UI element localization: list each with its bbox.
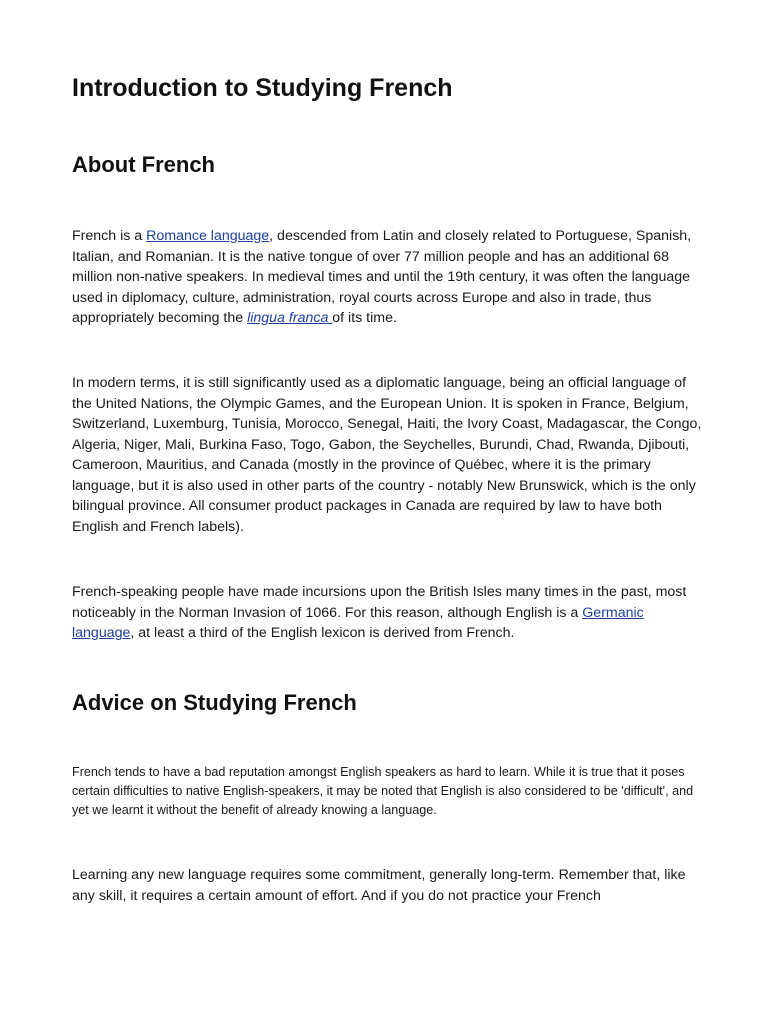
page-title: Introduction to Studying French [72,74,453,102]
paragraph-text: , descended from Latin and closely related to Portuguese, Spanish, Italian, and Romanian. It is the native tongue of over 77 million people and has an additional 68 million non-native speakers. In medieval times and until the 19th century, it was often the language used in diplomacy, culture, administration, royal courts across Europe and also in trade, thus appropriately becoming the [72,228,692,326]
lingua-franca-link[interactable] [247,310,332,326]
section-heading-advice: Advice on Studying French [72,690,357,715]
paragraph-modern-usage: In modern terms, it is still significantly used as a diplomatic language, being an official language of the United Nations, the Olympic Games, and the European Union. It is spoken in France, Belgium, Switzerland, Luxemburg, Tunisia, Morocco, Senegal, Haiti, the Ivory Coast, Madagascar, the Congo, Algeria, Niger, Mali, Burkina Faso, Togo, Gabon, the Seychelles, Burundi, Chad, Rwanda, Djibouti, Cameroon, Mauritius, and Canada (mostly in the province of Québec, where it is the primary language, but it is also used in other parts of the country - notably New Brunswick, which is the only bilingual province. All consumer product packages in Canada are required by law to have both English and French labels). [72,375,702,535]
germanic-language-link[interactable]: Germanic language [72,604,644,641]
romance-language-link[interactable]: Romance language [146,228,270,244]
paragraph-british-isles [72,582,702,644]
lingua-franca-link-text: lingua franca [247,310,333,326]
paragraph-text: French is a [72,228,147,244]
paragraph-text: , at least a third of the English lexicon is derived from French. [130,625,515,641]
paragraph-reputation: French tends to have a bad reputation amongst English speakers as hard to learn. While it is true that it poses certain difficulties to native English-speakers, it may be noted that English is also considered to be 'difficult', and yet we learnt it without the benefit of already knowing a language. [72,765,694,817]
section-heading-about-french: About French [72,152,215,177]
paragraph-text: of its time. [332,310,397,326]
paragraph-commitment: Learning any new language requires some commitment, generally long-term. Remember that, like any skill, it requires a certain amount of effort. And if you do not practice your French [72,867,686,904]
paragraph-text: French-speaking people have made incursions upon the British Isles many times in the past, most noticeably in the Norman Invasion of 1066. For this reason, although English is a [72,584,687,621]
paragraph-intro [72,226,702,329]
